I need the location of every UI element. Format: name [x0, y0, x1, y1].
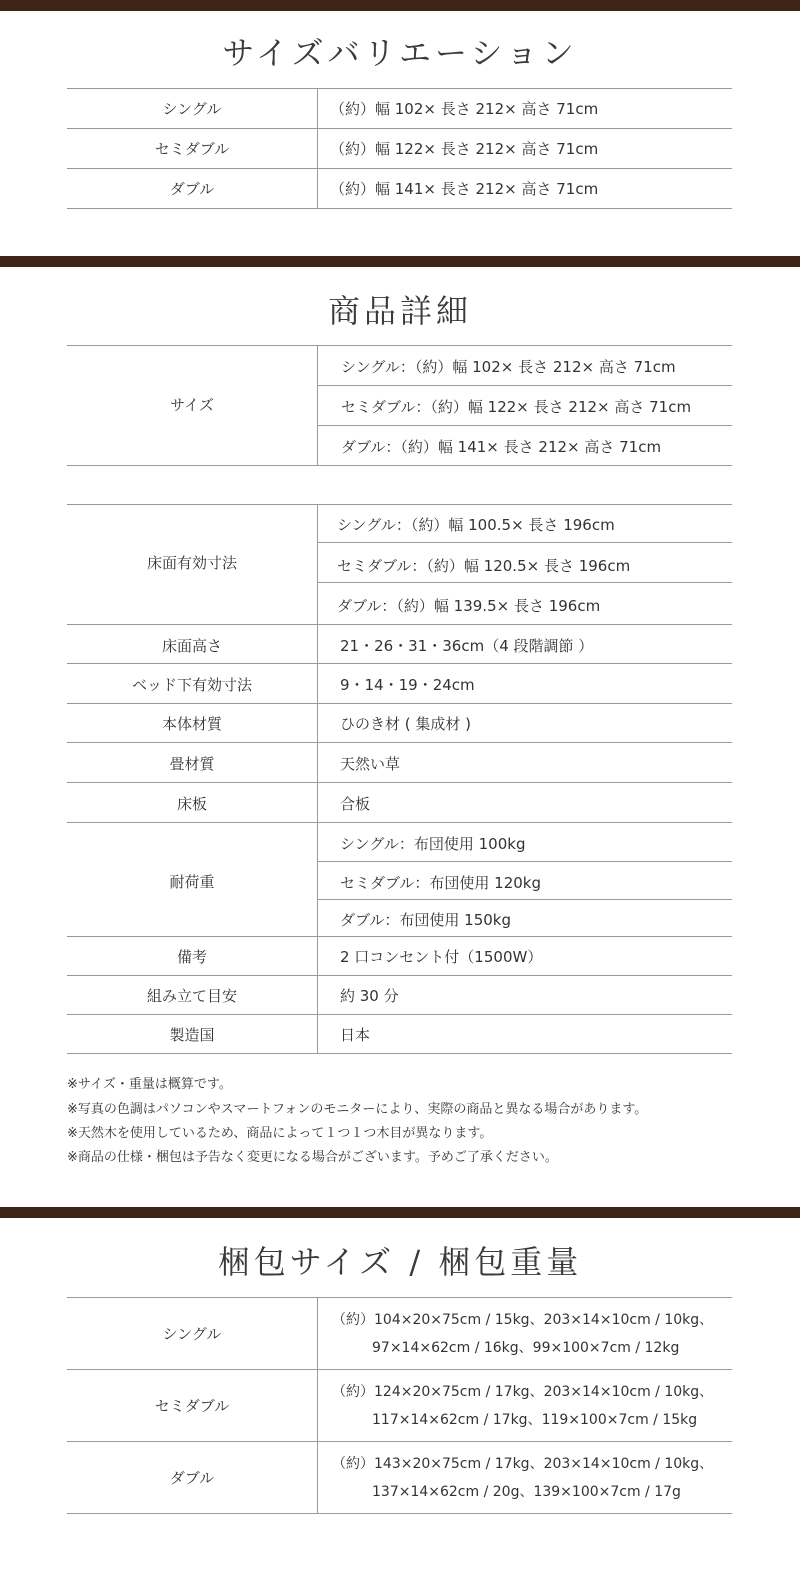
note-line: ※サイズ・重量は概算です。: [67, 1077, 232, 1092]
rule: [317, 899, 732, 900]
rule: [67, 822, 732, 823]
packing-line: 117×14×62cm / 17kg、119×100×7cm / 15kg: [372, 1412, 698, 1428]
spec-label: 製造国: [169, 1026, 215, 1044]
section-divider-top: [0, 0, 800, 11]
rule: [67, 742, 732, 743]
load-label: 耐荷重: [169, 873, 215, 891]
spec-label: 備考: [176, 948, 207, 966]
packing-line: （約）104×20×75cm / 15kg、203×14×10cm / 10kg、: [332, 1312, 714, 1328]
spec-value: 合板: [340, 795, 371, 813]
spec-value: ひのき材 ( 集成材 ): [340, 715, 472, 733]
spec-label: 床板: [176, 795, 207, 813]
spec-label: 畳材質: [169, 755, 215, 773]
rule: [67, 1053, 732, 1054]
rule: [67, 345, 732, 346]
packing-label: ダブル: [169, 1469, 215, 1487]
size-line: シングル：（約）幅 102× 長さ 212× 高さ 71cm: [341, 358, 676, 376]
rule: [317, 542, 732, 543]
floor-dims-line: ダブル：（約）幅 139.5× 長さ 196cm: [337, 597, 601, 615]
spec-value: 9・14・19・24cm: [340, 676, 475, 694]
rule: [317, 861, 732, 862]
packing-title: 梱包サイズ / 梱包重量: [217, 1243, 583, 1281]
load-line: セミダブル：布団使用 120kg: [340, 874, 542, 892]
rule: [67, 1014, 732, 1015]
note-line: ※商品の仕様・梱包は予告なく変更になる場合がございます。予めご了承ください。: [67, 1150, 558, 1165]
rule: [67, 504, 732, 505]
rule: [67, 936, 732, 937]
packing-line: （約）143×20×75cm / 17kg、203×14×10cm / 10kg、: [332, 1456, 714, 1472]
spec-label: 本体材質: [161, 715, 222, 733]
rule: [317, 582, 732, 583]
details-title: 商品詳細: [327, 292, 472, 330]
variation-label: ダブル: [169, 180, 215, 198]
rule: [67, 1441, 732, 1442]
variation-label: セミダブル: [154, 140, 230, 158]
rule: [67, 703, 732, 704]
rule: [67, 88, 732, 89]
column-divider: [317, 88, 318, 209]
spec-label: 組み立て目安: [146, 987, 237, 1005]
rule: [67, 624, 732, 625]
variation-value: （約）幅 122× 長さ 212× 高さ 71cm: [330, 140, 599, 158]
spec-value: 21・26・31・36cm（4 段階調節 ）: [340, 637, 594, 655]
floor-dims-line: セミダブル：（約）幅 120.5× 長さ 196cm: [337, 557, 631, 575]
section-divider: [0, 1207, 800, 1218]
rule: [67, 1513, 732, 1514]
packing-line: （約）124×20×75cm / 17kg、203×14×10cm / 10kg、: [332, 1384, 714, 1400]
packing-line: 137×14×62cm / 20g、139×100×7cm / 17g: [372, 1484, 681, 1500]
spec-label: 床面高さ: [161, 637, 222, 655]
size-label: サイズ: [170, 396, 214, 414]
note-line: ※写真の色調はパソコンやスマートフォンのモニターにより、実際の商品と異なる場合があります。: [67, 1102, 648, 1117]
rule: [67, 208, 732, 209]
size-line: セミダブル：（約）幅 122× 長さ 212× 高さ 71cm: [341, 398, 692, 416]
rule: [67, 168, 732, 169]
rule: [67, 975, 732, 976]
packing-label: シングル: [162, 1325, 222, 1343]
rule: [67, 465, 732, 466]
column-divider: [317, 345, 318, 466]
rule: [317, 425, 732, 426]
load-line: シングル：布団使用 100kg: [340, 835, 526, 853]
spec-label: ベッド下有効寸法: [131, 676, 252, 694]
packing-label: セミダブル: [154, 1397, 230, 1415]
note-line: ※天然木を使用しているため、商品によって１つ１つ木目が異なります。: [67, 1126, 493, 1141]
variations-table: [67, 88, 732, 209]
size-line: ダブル：（約）幅 141× 長さ 212× 高さ 71cm: [341, 438, 662, 456]
rule: [67, 1369, 732, 1370]
rule: [317, 385, 732, 386]
column-divider: [317, 504, 318, 1054]
spec-value: 約 30 分: [340, 987, 399, 1005]
spec-value: 日本: [340, 1026, 371, 1044]
rule: [67, 128, 732, 129]
rule: [67, 1297, 732, 1298]
spec-value: 2 口コンセント付（1500W）: [340, 948, 543, 966]
column-divider: [317, 1297, 318, 1514]
variation-value: （約）幅 102× 長さ 212× 高さ 71cm: [330, 100, 599, 118]
floor-dims-line: シングル：（約）幅 100.5× 長さ 196cm: [337, 516, 615, 534]
spec-value: 天然い草: [340, 755, 401, 773]
variation-value: （約）幅 141× 長さ 212× 高さ 71cm: [330, 180, 599, 198]
packing-table: [67, 1297, 732, 1515]
rule: [67, 663, 732, 664]
variation-label: シングル: [162, 100, 222, 118]
packing-line: 97×14×62cm / 16kg、99×100×7cm / 12kg: [372, 1340, 680, 1356]
load-line: ダブル：布団使用 150kg: [340, 911, 512, 929]
details-size-table: [67, 345, 732, 466]
variations-title: サイズバリエーション: [222, 34, 578, 72]
details-spec-table: [67, 504, 732, 1054]
section-divider: [0, 256, 800, 267]
rule: [67, 782, 732, 783]
floor-dims-label: 床面有効寸法: [146, 554, 237, 572]
